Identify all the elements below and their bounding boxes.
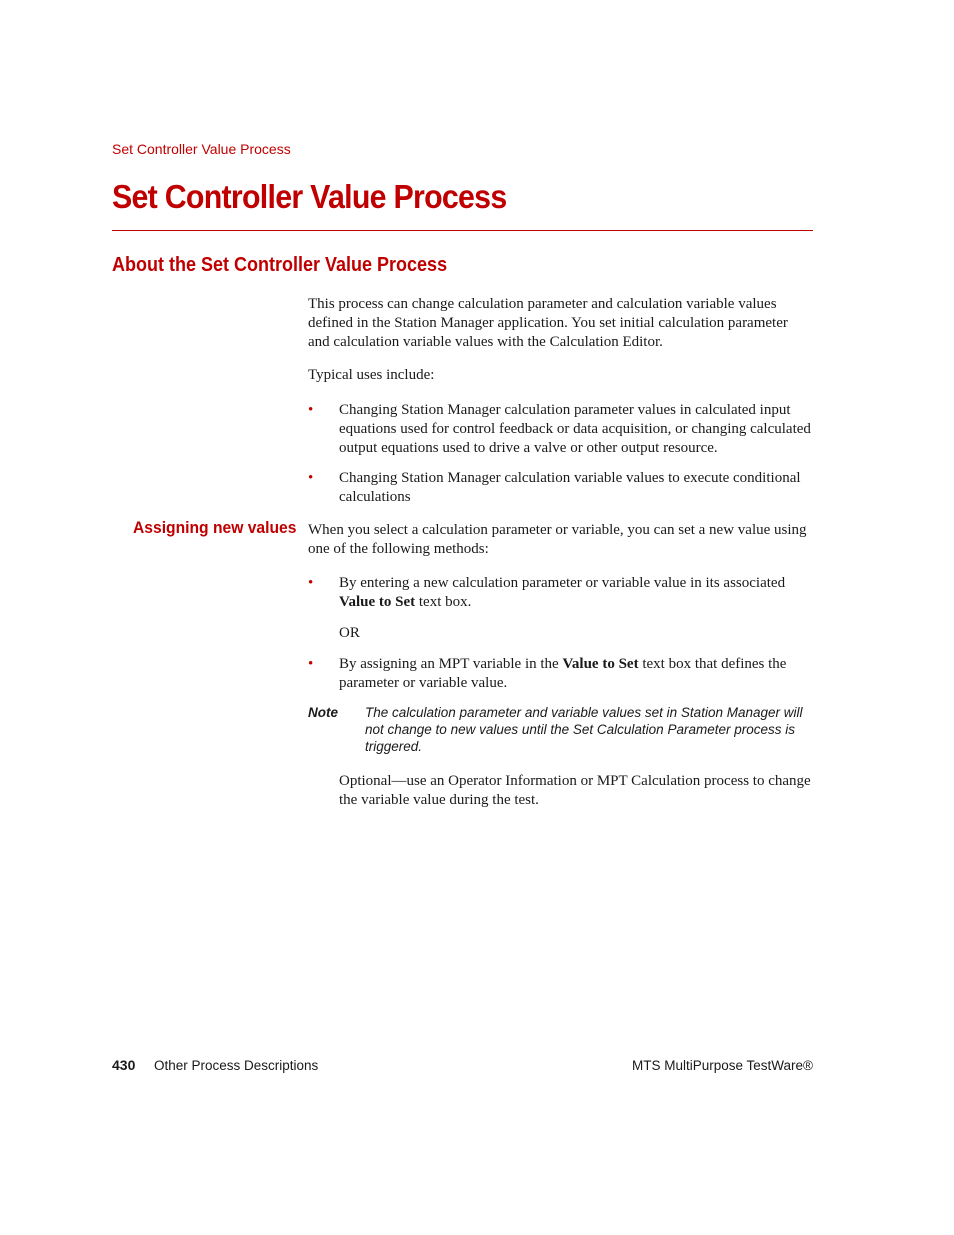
title-rule (112, 230, 813, 231)
list-item (308, 469, 813, 507)
page-title: Set Controller Value Process (112, 178, 507, 215)
field-name-bold: Value to Set (562, 656, 639, 672)
bullet-icon: • (308, 470, 314, 486)
note-label: Note (308, 705, 338, 720)
optional-paragraph: Optional—use an Operator Information or MPT Calculation process to change the variable value during the test. (339, 773, 811, 808)
bullet-icon: • (308, 575, 314, 591)
typical-uses-label: Typical uses include: (308, 367, 435, 383)
bullet-icon: • (308, 656, 314, 672)
intro-paragraph: This process can change calculation parameter and calculation variable values defined in the Station Manager application. You set initial calculation parameter and calculation variable values with the Calculation Editor. (308, 296, 788, 350)
list-item (308, 655, 813, 693)
or-text: OR (339, 625, 360, 641)
note (308, 704, 813, 755)
list-item-text: By entering a new calculation parameter or variable value in its associated Value to Set text box. (339, 575, 786, 610)
footer-chapter: Other Process Descriptions (154, 1058, 319, 1073)
list-item (308, 401, 813, 457)
assign-paragraph: When you select a calculation parameter or variable, you can set a new value using one of the following methods: (308, 522, 807, 557)
list-item-text: Changing Station Manager calculation parameter values in calculated input equations used for control feedback or data acquisition, or changing calculated output equations used to drive a valve or other output resource. (339, 402, 811, 456)
footer-product: MTS MultiPurpose TestWare® (632, 1058, 813, 1073)
note-text: The calculation parameter and variable values set in Station Manager will not change to new values until the Set Calculation Parameter process is triggered. (365, 705, 803, 754)
list-item (308, 574, 813, 612)
list-item-text: By assigning an MPT variable in the Value to Set text box that defines the parameter or variable value. (339, 656, 787, 691)
section-heading: About the Set Controller Value Process (112, 254, 448, 276)
list-item-text: Changing Station Manager calculation variable values to execute conditional calculations (339, 470, 801, 505)
side-heading: Assigning new values (133, 518, 297, 537)
page-number: 430 (112, 1057, 136, 1073)
field-name-bold: Value to Set (339, 593, 416, 610)
running-head: Set Controller Value Process (112, 141, 291, 157)
bullet-icon: • (308, 402, 314, 418)
